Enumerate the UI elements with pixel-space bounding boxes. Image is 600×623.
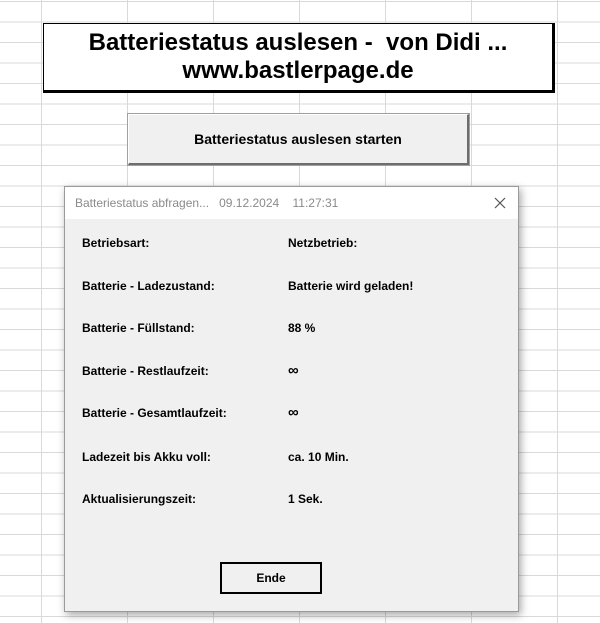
close-button[interactable] xyxy=(488,191,512,215)
label-betriebsart: Betriebsart: xyxy=(82,236,150,250)
dialog-titlebar[interactable] xyxy=(65,187,518,219)
value-restlaufzeit: ∞ xyxy=(288,362,299,379)
close-icon xyxy=(494,197,506,209)
label-gesamtlaufzeit: Batterie - Gesamtlaufzeit: xyxy=(82,406,227,420)
value-gesamtlaufzeit: ∞ xyxy=(288,404,299,421)
banner-title-line1: Batteriestatus auslesen - von Didi ... xyxy=(88,29,508,56)
value-ladezustand: Batterie wird geladen! xyxy=(288,279,414,293)
value-fuellstand: 88 % xyxy=(288,321,316,335)
label-aktualisierungszeit: Aktualisierungszeit: xyxy=(82,492,197,506)
dialog-time: 11:27:31 xyxy=(292,196,339,210)
end-button[interactable]: Ende xyxy=(220,562,322,594)
value-ladezeit: ca. 10 Min. xyxy=(288,450,349,464)
start-readout-button[interactable]: Batteriestatus auslesen starten xyxy=(128,114,469,165)
value-aktualisierungszeit: 1 Sek. xyxy=(288,492,323,506)
label-ladezeit: Ladezeit bis Akku voll: xyxy=(82,450,211,464)
label-restlaufzeit: Batterie - Restlaufzeit: xyxy=(82,364,209,378)
dialog-date: 09.12.2024 xyxy=(219,196,280,210)
banner-title-line2: www.bastlerpage.de xyxy=(182,57,414,84)
label-ladezustand: Batterie - Ladezustand: xyxy=(82,279,215,293)
battery-status-dialog xyxy=(64,186,519,612)
dialog-title xyxy=(75,196,338,210)
dialog-title-text: Batteriestatus abfragen... xyxy=(75,196,210,210)
title-banner xyxy=(43,23,555,93)
value-betriebsart: Netzbetrieb: xyxy=(288,236,358,250)
label-fuellstand: Batterie - Füllstand: xyxy=(82,321,195,335)
